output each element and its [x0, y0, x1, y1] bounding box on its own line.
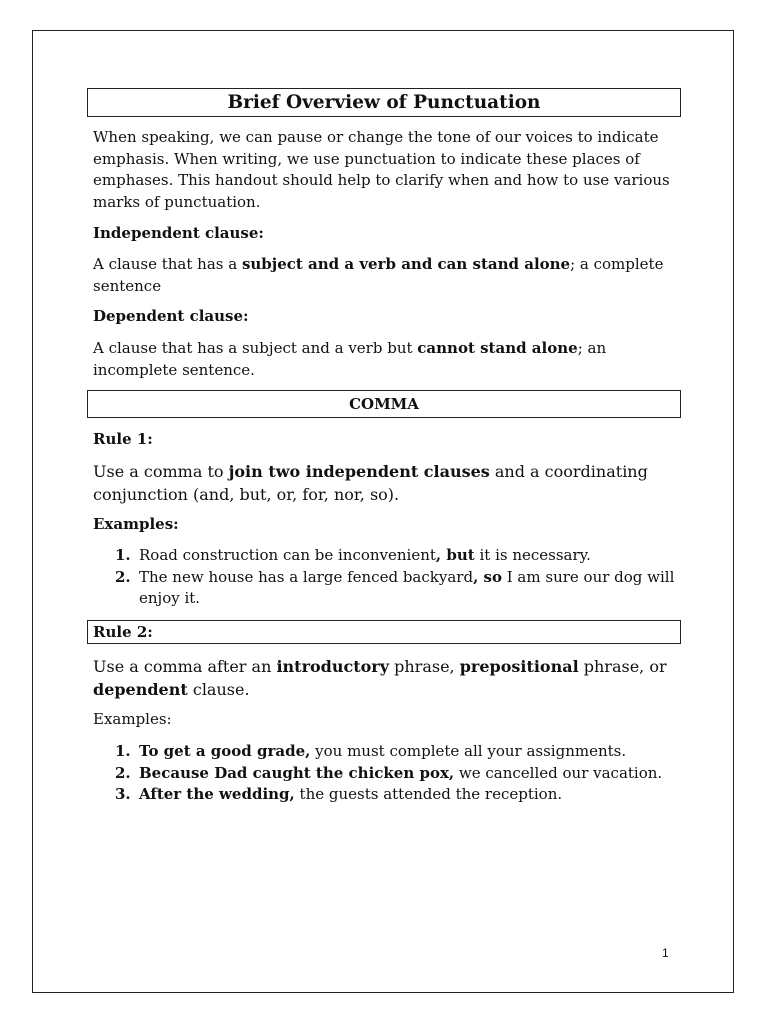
rule2-examples-heading: Examples:	[93, 710, 172, 728]
example-conjunction: , but	[435, 546, 475, 564]
page-title: Brief Overview of Punctuation	[87, 88, 681, 117]
example-conjunction: , so	[473, 567, 502, 586]
dependent-clause-text-post: ; an incomplete sentence.	[93, 339, 607, 379]
list-item	[93, 784, 683, 806]
dependent-clause-definition	[93, 338, 683, 381]
rule1-emphasis: join two independent clauses	[228, 462, 490, 481]
independent-clause-definition	[93, 254, 683, 297]
example-text-post: we cancelled our vacation.	[454, 763, 663, 782]
list-item-number: 1.	[115, 742, 131, 760]
example-text-post: it is necessary.	[474, 546, 591, 564]
rule1-examples-heading: Examples:	[93, 515, 179, 533]
rule1-text-post: and a coordinating conjunction (and, but, or, for, nor, so).	[93, 462, 648, 504]
rule2-text-3: phrase, or	[578, 657, 667, 676]
independent-clause-emphasis: subject and a verb and can stand alone	[241, 255, 571, 273]
list-item	[93, 763, 683, 785]
example-text-post: you must complete all your assignments.	[310, 742, 627, 760]
intro-paragraph: When speaking, we can pause or change the tone of our voices to indicate emphasis. When writing, we use punctuation to indicate these places of emphases. This handout should help to clarify when and how to use various marks of punctuation.	[93, 128, 670, 211]
rule1-examples-list	[93, 545, 683, 610]
rule2-emphasis-introductory: introductory	[276, 657, 390, 676]
rule2-emphasis-dependent: dependent	[93, 680, 188, 699]
rule2-description	[93, 655, 683, 701]
list-item-number: 2.	[115, 763, 131, 782]
rule2-heading: Rule 2:	[87, 620, 681, 644]
example-text-post: I am sure our dog will enjoy it.	[139, 567, 675, 607]
list-item	[93, 567, 683, 610]
rule1-description	[93, 460, 683, 506]
rule2-emphasis-prepositional: prepositional	[459, 657, 579, 676]
independent-clause-text-pre: A clause that has a	[93, 255, 242, 273]
list-item-number: 2.	[115, 567, 131, 586]
rule1-text-pre: Use a comma to	[93, 462, 229, 481]
example-intro-phrase: After the wedding,	[139, 785, 295, 803]
rule1-heading: Rule 1:	[93, 430, 153, 448]
list-item-number: 1.	[115, 546, 131, 564]
list-item-number: 3.	[115, 785, 131, 803]
page-number: 1	[662, 946, 669, 960]
independent-clause-heading: Independent clause:	[93, 224, 264, 242]
dependent-clause-text-pre: A clause that has a subject and a verb but	[93, 339, 418, 357]
rule2-text-2: phrase,	[389, 657, 460, 676]
list-item	[93, 545, 683, 567]
example-text-pre: Road construction can be inconvenient	[139, 546, 436, 564]
list-item	[93, 741, 683, 763]
example-intro-phrase: Because Dad caught the chicken pox,	[139, 763, 455, 782]
dependent-clause-emphasis: cannot stand alone	[417, 339, 578, 357]
independent-clause-text-post: ; a complete sentence	[93, 255, 664, 295]
rule2-text-1: Use a comma after an	[93, 657, 277, 676]
example-intro-phrase: To get a good grade,	[139, 742, 311, 760]
example-text-post: the guests attended the reception.	[294, 785, 563, 803]
rule2-examples-list	[93, 741, 683, 806]
example-text-pre: The new house has a large fenced backyard	[139, 567, 474, 586]
comma-section-heading: COMMA	[87, 390, 681, 418]
rule2-text-4: clause.	[187, 680, 250, 699]
dependent-clause-heading: Dependent clause:	[93, 307, 249, 325]
